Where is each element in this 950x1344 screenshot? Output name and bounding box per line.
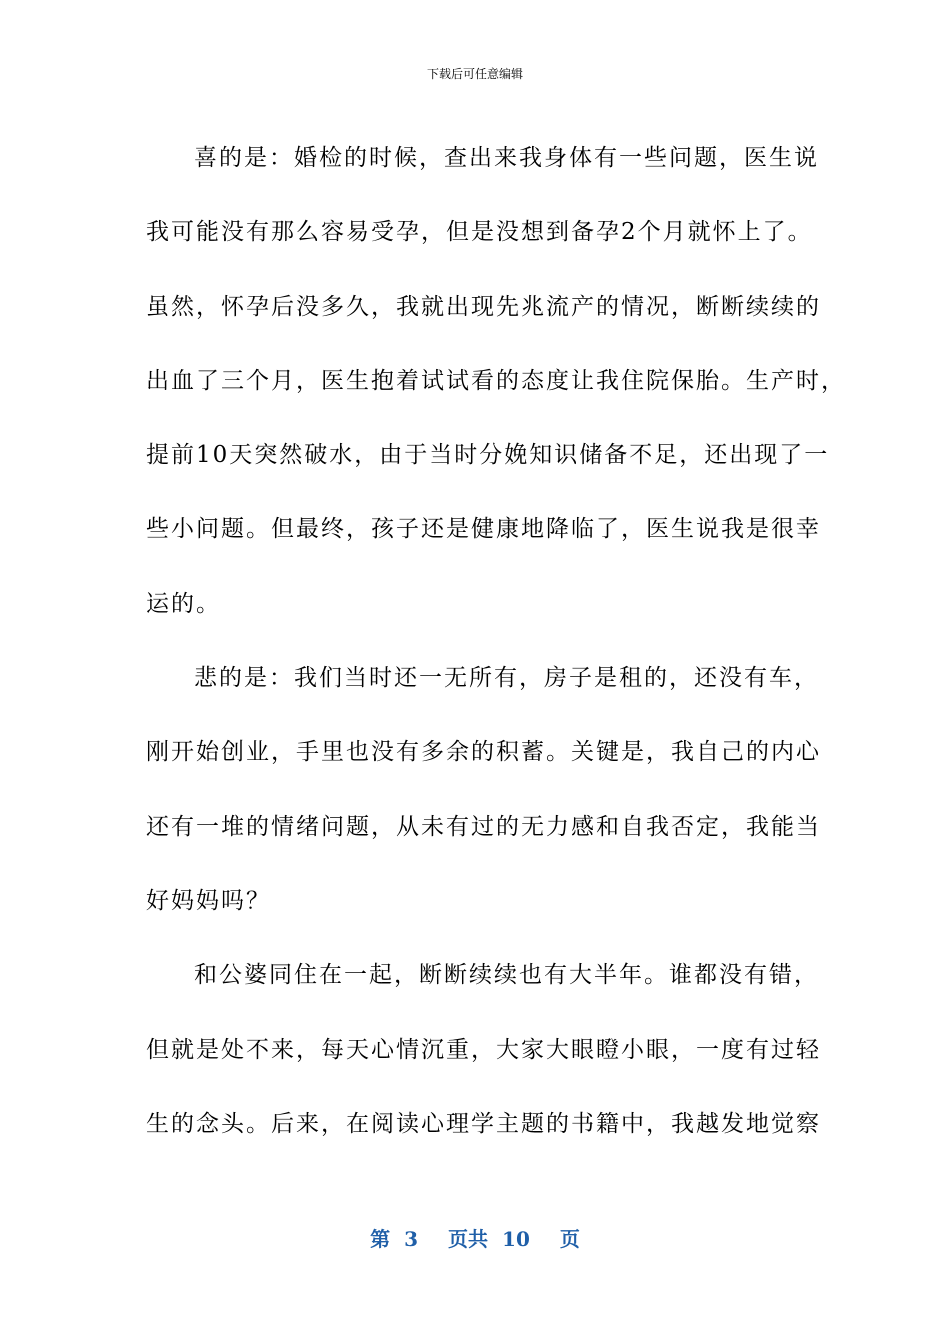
page-suffix: 页 [559, 1227, 580, 1251]
text-line: 还有一堆的情绪问题，从未有过的无力感和自我否定，我能当 [146, 813, 821, 840]
text-line: 和公婆同住在一起，断断续续也有大半年。谁都没有错， [194, 962, 819, 989]
page-header [0, 66, 950, 82]
paragraph-3 [146, 938, 821, 1161]
total-pages-number: 10 [502, 1227, 530, 1251]
text-line: 运的。 [146, 590, 221, 617]
current-page-number: 3 [404, 1227, 419, 1251]
paragraph-1 [146, 121, 846, 641]
text-line: 提前10天突然破水，由于当时分娩知识储备不足，还出现了一 [146, 442, 830, 469]
document-body [146, 121, 846, 1161]
page-prefix: 第 [370, 1227, 391, 1251]
text-line: 刚开始创业，手里也没有多余的积蓄。关键是，我自己的内心 [146, 739, 821, 766]
text-line: 好妈妈吗？ [146, 887, 271, 914]
text-line: 些小问题。但最终，孩子还是健康地降临了，医生说我是很幸 [146, 516, 821, 543]
page-mid: 页共 [448, 1227, 489, 1251]
header-text: 下载后可任意编辑 [426, 67, 523, 81]
page-footer [0, 1226, 950, 1252]
text-line: 喜的是：婚检的时候，查出来我身体有一些问题，医生说 [194, 145, 819, 171]
text-line: 生的念头。后来，在阅读心理学主题的书籍中，我越发地觉察 [146, 1110, 821, 1137]
text-line: 出血了三个月，医生抱着试试看的态度让我住院保胎。生产时， [146, 367, 846, 394]
text-line: 我可能没有那么容易受孕，但是没想到备孕2个月就怀上了。 [146, 219, 813, 246]
text-line: 但就是处不来，每天心情沉重，大家大眼瞪小眼，一度有过轻 [146, 1036, 821, 1063]
paragraph-2 [146, 641, 821, 938]
text-line: 虽然，怀孕后没多久，我就出现先兆流产的情况，断断续续的 [146, 293, 821, 320]
text-line: 悲的是：我们当时还一无所有，房子是租的，还没有车， [194, 665, 819, 692]
